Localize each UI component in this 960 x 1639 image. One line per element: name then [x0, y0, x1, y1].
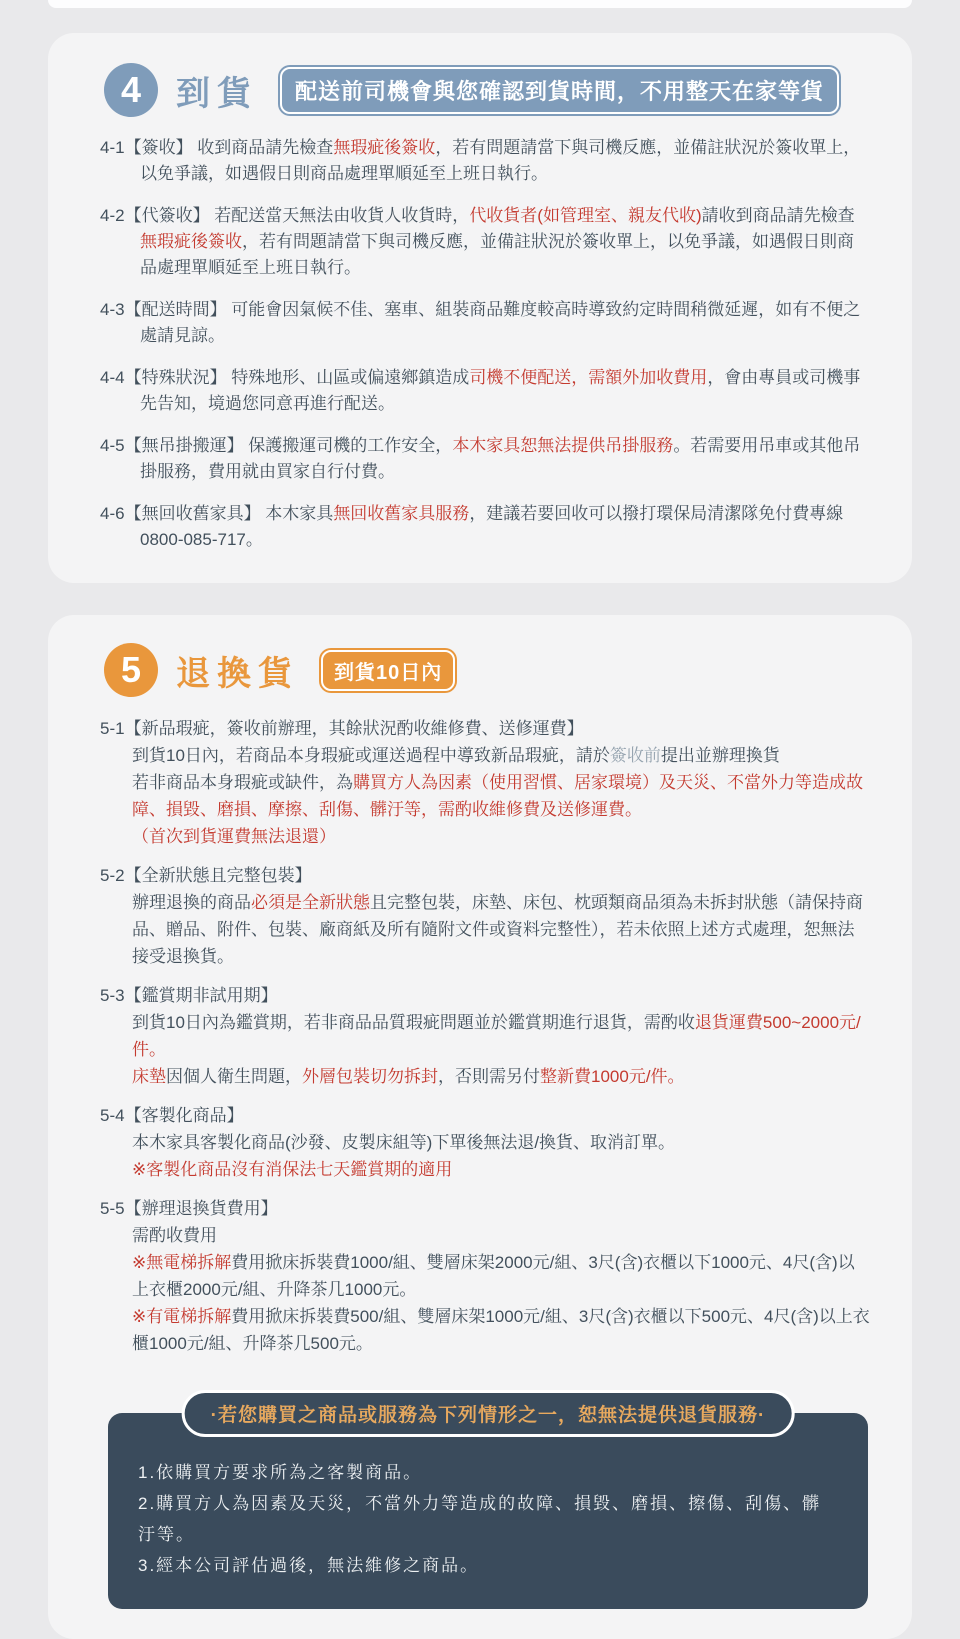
policy-line: 辦理退換的商品必須是全新狀態且完整包裝，床墊、床包、枕頭類商品須為未拆封狀態（請保持商品、贈品、附件、包裝、廠商紙及所有隨附文件或資料完整性），若未依照上述方式處理，恕無法接受退換貨。: [132, 893, 863, 966]
notice-item: 3.經本公司評估過後，無法維修之商品。: [138, 1556, 480, 1575]
section-title: 到貨: [176, 74, 258, 113]
item-label: 4-4【特殊狀況】: [100, 368, 227, 387]
section-title: 退換貨: [176, 654, 299, 693]
policy-item: [100, 297, 870, 349]
section-number-badge: 4: [104, 63, 158, 117]
item-lines: [100, 889, 870, 970]
no-return-notice-box: [108, 1405, 868, 1609]
item-lines: [100, 1009, 870, 1090]
item-text: 可能會因氣候不佳、塞車、組裝商品難度較高時導致約定時間稍微延遲，如有不便之處請見諒。: [140, 300, 861, 345]
return-items: [100, 715, 870, 1357]
item-label: 4-5【無吊掛搬運】: [100, 436, 244, 455]
policy-line: 到貨10日內為鑑賞期，若非商品品質瑕疵問題並於鑑賞期進行退貨，需酌收退貨運費500~2000元/件。: [132, 1013, 861, 1059]
policy-line: 若非商品本身瑕疵或缺件，為購買方人為因素（使用習慣、居家環境）及天災、不當外力等造成故障、損毀、磨損、摩擦、刮傷、髒汙等，需酌收維修費及送修運費。: [132, 773, 863, 819]
delivery-items: [100, 135, 870, 553]
policy-line: 需酌收費用: [132, 1226, 217, 1245]
delivery-note-badge: 配送前司機會與您確認到貨時間，不用整天在家等貨: [280, 67, 839, 114]
policy-item: [100, 203, 870, 281]
item-label: 5-5【辦理退換貨費用】: [100, 1199, 278, 1218]
item-lines: [100, 1129, 870, 1183]
notice-item: 2.購買方人為因素及天災，不當外力等造成的故障、損毀、磨損、擦傷、刮傷、髒汙等。: [138, 1494, 822, 1544]
section-number-badge: 5: [104, 643, 158, 697]
item-label: 5-1【新品瑕疵，簽收前辦理，其餘狀況酌收維修費、送修運費】: [100, 719, 584, 738]
item-label: 5-2【全新狀態且完整包裝】: [100, 866, 312, 885]
policy-line: 床墊因個人衛生問題，外層包裝切勿拆封，否則需另付整新費1000元/件。: [132, 1067, 685, 1086]
item-text: 本木家具無回收舊家具服務，建議若要回收可以撥打環保局清潔隊免付費專線0800-085-717。: [140, 504, 844, 549]
notice-lines: [138, 1457, 840, 1581]
policy-line: 到貨10日內，若商品本身瑕疵或運送過程中導致新品瑕疵，請於簽收前提出並辦理換貨: [132, 746, 780, 765]
policy-line: ※無電梯拆解費用掀床拆裝費1000/組、雙層床架2000元/組、3尺(含)衣櫃以下1000元、4尺(含)以上衣櫃2000元/組、升降茶几1000元。: [132, 1253, 855, 1299]
delivery-section-header: [104, 63, 870, 117]
item-lines: [100, 1222, 870, 1357]
notice-item: 1.依購買方要求所為之客製商品。: [138, 1463, 423, 1482]
item-label: 4-6【無回收舊家具】: [100, 504, 261, 523]
item-label: 4-2【代簽收】: [100, 206, 210, 225]
policy-item: [100, 365, 870, 417]
policy-item: [100, 501, 870, 553]
return-section-header: [104, 643, 870, 697]
policy-item: [100, 715, 870, 850]
return-period-badge: 到貨10日內: [321, 650, 455, 691]
policy-line: （首次到貨運費無法退還）: [132, 827, 336, 846]
policy-item: [100, 862, 870, 970]
item-text: 保護搬運司機的工作安全，本木家具恕無法提供吊掛服務。若需要用吊車或其他吊掛服務，費用就由買家自行付費。: [140, 436, 861, 481]
return-policy-card: [48, 615, 912, 1639]
policy-item: [100, 433, 870, 485]
policy-line: ※客製化商品沒有消保法七天鑑賞期的適用: [132, 1160, 453, 1179]
delivery-policy-card: [48, 33, 912, 583]
item-text: 若配送當天無法由收貨人收貨時，代收貨者(如管理室、親友代收)請收到商品請先檢查無瑕疵後簽收，若有問題請當下與司機反應，並備註狀況於簽收單上，以免爭議，如遇假日則商品處理單順延至上班日執行。: [140, 206, 855, 277]
policy-line: 本木家具客製化商品(沙發、皮製床組等)下單後無法退/換貨、取消訂單。: [132, 1133, 676, 1152]
policy-item: [100, 982, 870, 1090]
policy-item: [100, 135, 870, 187]
item-label: 5-4【客製化商品】: [100, 1106, 244, 1125]
previous-card-bottom-strip: [48, 0, 912, 8]
policy-item: [100, 1195, 870, 1357]
notice-title-pill: ·若您購買之商品或服務為下列情形之一，恕無法提供退貨服務·: [182, 1390, 795, 1437]
item-lines: [100, 742, 870, 850]
policy-item: [100, 1102, 870, 1183]
item-text: 收到商品請先檢查無瑕疵後簽收，若有問題請當下與司機反應，並備註狀況於簽收單上，以免爭議，如遇假日則商品處理單順延至上班日執行。: [140, 138, 861, 183]
item-label: 5-3【鑑賞期非試用期】: [100, 986, 278, 1005]
item-text: 特殊地形、山區或偏遠鄉鎮造成司機不便配送，需額外加收費用，會由專員或司機事先告知，境過您同意再進行配送。: [140, 368, 861, 413]
policy-line: ※有電梯拆解費用掀床拆裝費500/組、雙層床架1000元/組、3尺(含)衣櫃以下500元、4尺(含)以上衣櫃1000元/組、升降茶几500元。: [132, 1307, 870, 1353]
item-label: 4-3【配送時間】: [100, 300, 227, 319]
item-label: 4-1【簽收】: [100, 138, 193, 157]
